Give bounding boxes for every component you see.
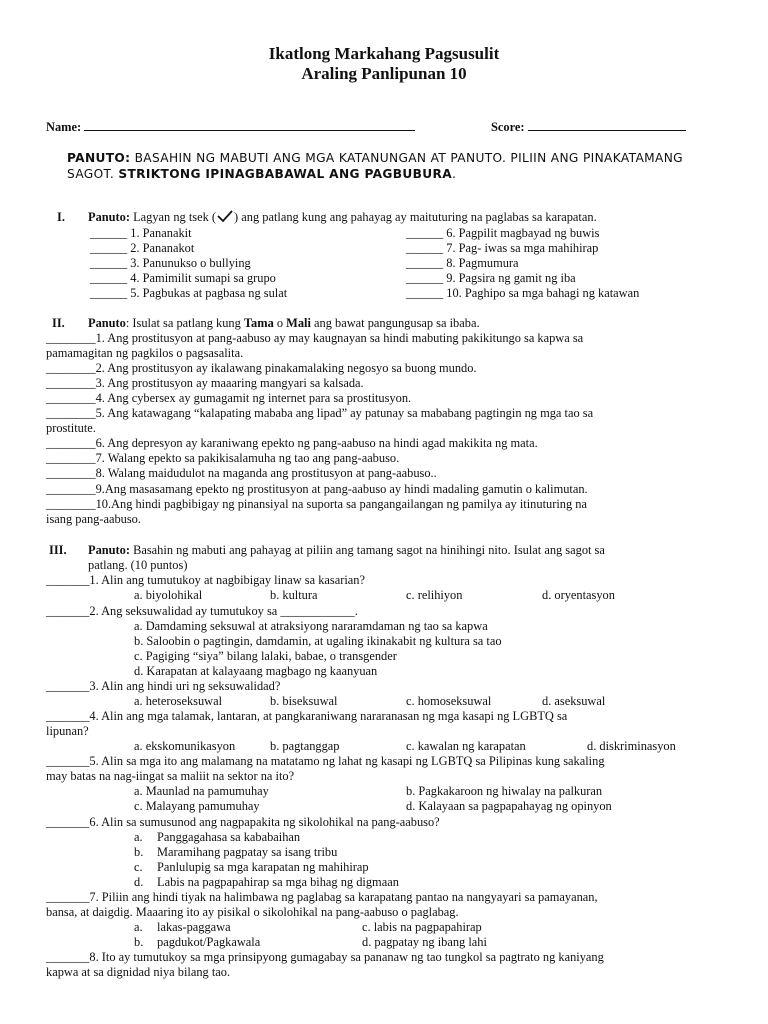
part3-number xyxy=(49,543,67,558)
part3-instruction xyxy=(88,543,605,558)
part2-label: Panuto xyxy=(88,316,126,330)
question-5: _______5. Alin sa mga ito ang malamang na matatamo ng lahat ng kasapi ng LGBTQ sa Pilipinas kung sakaling xyxy=(46,754,605,768)
option: a. biyolohikal xyxy=(134,588,203,602)
option: d. Karapatan at kalayaang magbago ng kaanyuan xyxy=(134,664,378,678)
option: b. pagtanggap xyxy=(270,739,340,753)
part2-line: ________3. Ang prostitusyon ay maaaring mangyari sa kalsada. xyxy=(46,376,364,390)
part2-line: ________4. Ang cybersex ay gumagamit ng internet para sa prostitusyon. xyxy=(46,391,412,405)
part2-o: o xyxy=(273,316,287,330)
question-7: _______7. Piliin ang hindi tiyak na halimbawa ng paglabag sa karapatang pantao na nangyayari sa pamayanan, xyxy=(46,890,598,904)
part1-number: I. xyxy=(57,210,65,224)
option: d. oryentasyon xyxy=(542,588,615,602)
option: Maramihang pagpatay sa isang tribu xyxy=(157,845,338,859)
part3-instruction-cont: patlang. (10 puntos) xyxy=(88,558,188,572)
part2-line: ________9.Ang masasamang epekto ng prostitusyon at pang-aabuso ay hindi madaling gamutin o kalimutan. xyxy=(46,482,588,496)
part2-line: ________5. Ang katawagang “kalapating mababa ang lipad” ay patunay sa mababang pagtingin ng mga tao sa xyxy=(46,406,594,420)
part1-item: ______ 10. Paghipo sa mga bahagi ng katawan xyxy=(406,286,640,300)
score-label: Score: xyxy=(491,120,525,134)
part1-instr-b: ) ang patlang kung ang pahayag ay maituturing na paglabas sa karapatan. xyxy=(234,210,597,224)
exam-subject: Araling Panlipunan 10 xyxy=(301,64,467,83)
name-field[interactable] xyxy=(84,119,415,131)
option: Panggagahasa sa kababaihan xyxy=(157,830,301,844)
part1-item: ______ 7. Pag- iwas sa mga mahihirap xyxy=(406,241,599,255)
part1-instr-a: Lagyan ng tsek ( xyxy=(130,210,217,224)
option: c. homoseksuwal xyxy=(406,694,492,708)
part1-item: ______ 8. Pagmumura xyxy=(406,256,519,270)
part2-line: ________6. Ang depresyon ay karaniwang epekto ng pang-aabuso na hindi agad makikita ng mata. xyxy=(46,436,538,450)
option-letter: d. xyxy=(134,875,144,889)
part1-item: ______ 4. Pamimilit sumapi sa grupo xyxy=(90,271,276,285)
option: a. heteroseksuwal xyxy=(134,694,223,708)
option: Labis na pagpapahirap sa mga bihag ng digmaan xyxy=(157,875,399,889)
option: b. Pagkakaroon ng hiwalay na palkuran xyxy=(406,784,603,798)
option: c. Pagiging “siya” bilang lalaki, babae, o transgender xyxy=(134,649,397,663)
score-field[interactable] xyxy=(528,119,686,131)
question-3: _______3. Alin ang hindi uri ng seksuwalidad? xyxy=(46,679,281,693)
option: d. pagpatay ng ibang lahi xyxy=(362,935,487,949)
part2-mali: Mali xyxy=(286,316,311,330)
checkmark-icon xyxy=(216,210,234,223)
part1-item: ______ 6. Pagpilit magbayad ng buwis xyxy=(406,226,600,240)
part3-num: III. xyxy=(49,543,67,557)
part1-item: ______ 3. Panunukso o bullying xyxy=(90,256,251,270)
option: a. ekskomunikasyon xyxy=(134,739,236,753)
option: c. Malayang pamumuhay xyxy=(134,799,260,813)
option: d. aseksuwal xyxy=(542,694,606,708)
general-instructions xyxy=(67,150,717,182)
option: b. biseksuwal xyxy=(270,694,338,708)
part2-line: isang pang-aabuso. xyxy=(46,512,141,526)
score-row xyxy=(491,119,686,135)
question-7-cont: bansa, at daigdig. Maaaring ito ay pisikal o sikolohikal na pang-aabuso o paglabag. xyxy=(46,905,459,919)
question-8: _______8. Ito ay tumutukoy sa mga prinsipyong gumagabay sa pananaw ng tao tungkol sa pagtrato ng kaniyang xyxy=(46,950,604,964)
part1-label: Panuto: xyxy=(88,210,130,224)
option-letter: c. xyxy=(134,860,143,874)
part3-instr: Basahin ng mabuti ang pahayag at piliin ang tamang sagot na hinihingi nito. Isulat ang sagot sa xyxy=(130,543,605,557)
part1-header xyxy=(57,210,65,225)
part2-line: ________7. Walang epekto sa pakikisalamuha ng tao ang pang-aabuso. xyxy=(46,451,400,465)
option-letter: a. xyxy=(134,830,143,844)
part1-item: ______ 2. Pananakot xyxy=(90,241,195,255)
option: d. diskriminasyon xyxy=(587,739,676,753)
option: Panlulupig sa mga karapatan ng mahihirap xyxy=(157,860,369,874)
option: b. kultura xyxy=(270,588,318,602)
question-4-cont: lipunan? xyxy=(46,724,89,738)
question-8-cont: kapwa at sa dignidad niya bilang tao. xyxy=(46,965,231,979)
option: pagdukot/Pagkawala xyxy=(157,935,261,949)
option: c. relihiyon xyxy=(406,588,463,602)
part1-item: ______ 5. Pagbukas at pagbasa ng sulat xyxy=(90,286,288,300)
option: d. Kalayaan sa pagpapahayag ng opinyon xyxy=(406,799,612,813)
part2-instr-a: : Isulat sa patlang kung xyxy=(125,316,244,330)
part2-line: prostitute. xyxy=(46,421,96,435)
panuto-warning: STRIKTONG IPINAGBABAWAL ANG PAGBUBURA xyxy=(118,167,453,181)
part2-line: ________8. Walang maidudulot na maganda ang prostitusyon at pang-aabuso.. xyxy=(46,466,437,480)
part2-instr-b: ang bawat pangungusap sa ibaba. xyxy=(310,316,480,330)
question-1: _______1. Alin ang tumutukoy at nagbibigay linaw sa kasarian? xyxy=(46,573,365,587)
part2-line: ________10.Ang hindi pagbibigay ng pinansiyal na suporta sa pangangailangan ng pamilya ay itinuturing na xyxy=(46,497,587,511)
part2-line: ________1. Ang prostitusyon at pang-aabuso ay may kaugnayan sa hindi mabuting pakikitungo sa kapwa sa xyxy=(46,331,584,345)
panuto-end: . xyxy=(452,167,457,181)
question-2: _______2. Ang seksuwalidad ay tumutukoy sa ____________. xyxy=(46,604,358,618)
part1-item: ______ 9. Pagsira ng gamit ng iba xyxy=(406,271,576,285)
part2-line: ________2. Ang prostitusyon ay ikalawang pinakamalaking negosyo sa buong mundo. xyxy=(46,361,477,375)
option-letter: b. xyxy=(134,935,144,949)
part2-tama: Tama xyxy=(243,316,274,330)
panuto-text: BASAHIN NG MABUTI ANG MGA KATANUNGAN AT PANUTO. PILIIN ANG PINAKATAMANG SAGOT. xyxy=(67,151,683,181)
part2-instruction xyxy=(88,316,480,331)
part2-num: II. xyxy=(52,316,65,330)
question-6: _______6. Alin sa sumusunod ang nagpapakita ng sikolohikal na pang-aabuso? xyxy=(46,815,440,829)
option: a. Maunlad na pamumuhay xyxy=(134,784,269,798)
question-5-cont: may batas na nag-iingat sa maliit na sektor na ito? xyxy=(46,769,295,783)
part2-number xyxy=(52,316,65,331)
exam-title: Ikatlong Markahang Pagsusulit xyxy=(268,44,500,63)
option: lakas-paggawa xyxy=(157,920,231,934)
name-label: Name: xyxy=(46,120,82,134)
panuto-label: PANUTO: xyxy=(67,151,131,165)
option-letter: b. xyxy=(134,845,144,859)
part1-instruction xyxy=(88,210,597,225)
part3-label: Panuto: xyxy=(88,543,130,557)
option: b. Saloobin o pagtingin, damdamin, at ugaling ikinakabit ng kultura sa tao xyxy=(134,634,502,648)
option: a. Damdaming seksuwal at atraksiyong nararamdaman ng tao sa kapwa xyxy=(134,619,488,633)
name-row xyxy=(46,119,415,135)
part1-item: ______ 1. Pananakit xyxy=(90,226,192,240)
option-letter: a. xyxy=(134,920,143,934)
option: c. labis na pagpapahirap xyxy=(362,920,482,934)
question-4: _______4. Alin ang mga talamak, lantaran, at pangkaraniwang nararanasan ng mga kasapi ng LGBTQ sa xyxy=(46,709,568,723)
part2-line: pamamagitan ng pagkilos o pagsasalita. xyxy=(46,346,244,360)
option: c. kawalan ng karapatan xyxy=(406,739,526,753)
